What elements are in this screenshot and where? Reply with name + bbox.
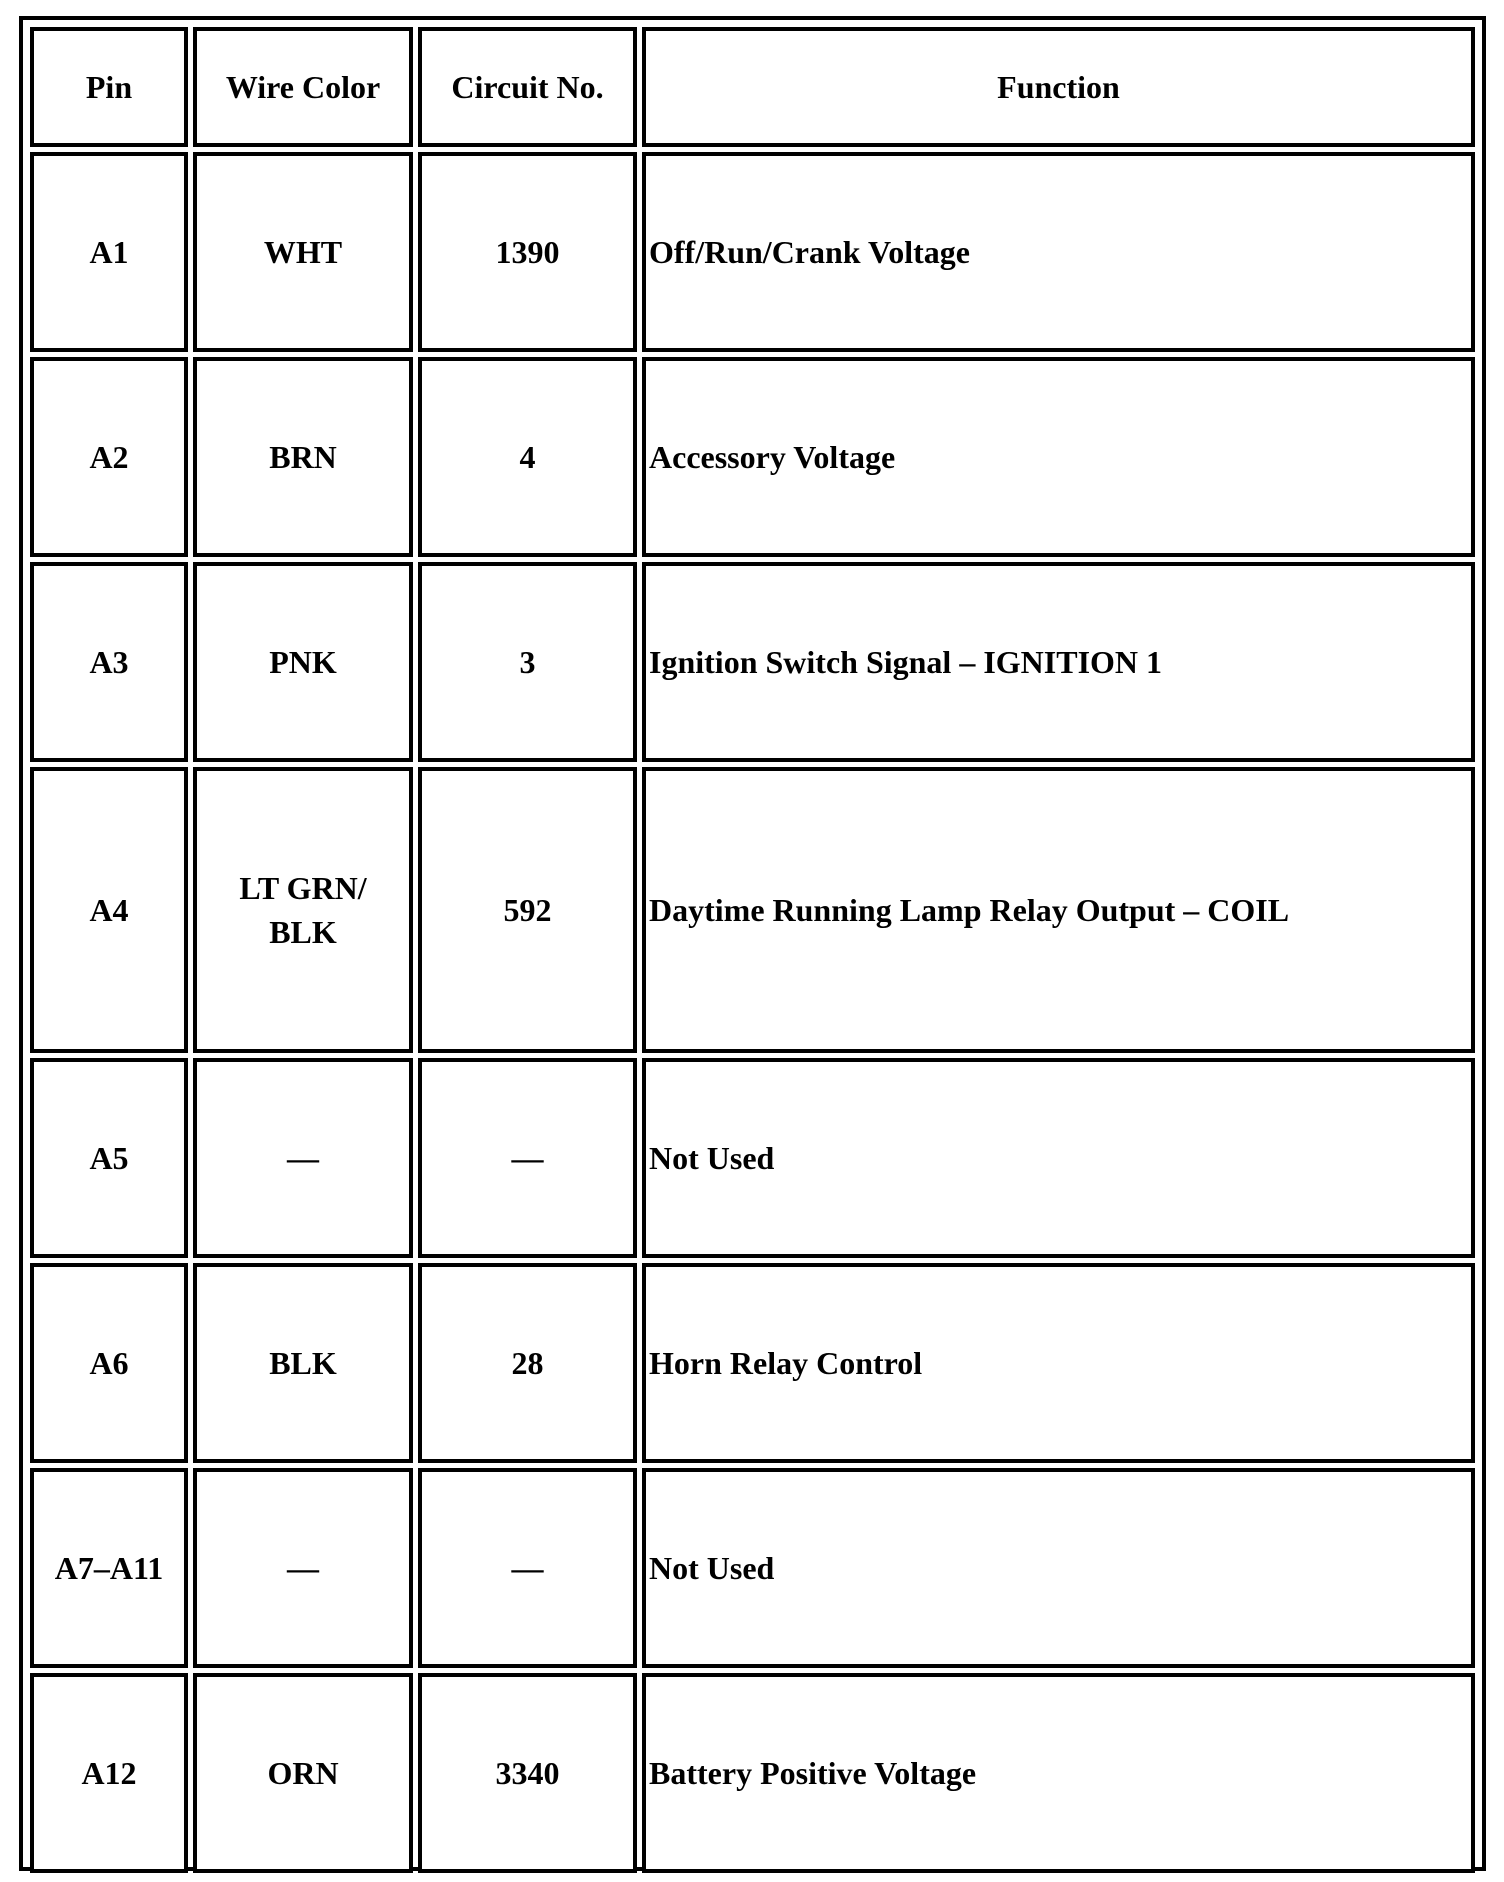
circuit-cell: — (418, 1058, 637, 1258)
table-row (30, 562, 1475, 762)
table-frame (19, 16, 1486, 1871)
function-cell: Ignition Switch Signal – IGNITION 1 (642, 562, 1475, 762)
function-cell: Daytime Running Lamp Relay Output – COIL (642, 767, 1475, 1053)
wire-color-cell: — (193, 1058, 413, 1258)
wire-color-line-1: LT GRN/ (239, 870, 367, 906)
circuit-cell: — (418, 1468, 637, 1668)
wire-color-line-2: BLK (269, 914, 337, 950)
table-row (30, 1673, 1475, 1873)
function-cell: Off/Run/Crank Voltage (642, 152, 1475, 352)
wire-color-cell: — (193, 1468, 413, 1668)
pin-cell: A2 (30, 357, 188, 557)
function-cell: Not Used (642, 1058, 1475, 1258)
function-cell: Horn Relay Control (642, 1263, 1475, 1463)
function-cell: Accessory Voltage (642, 357, 1475, 557)
table-header-row (30, 27, 1475, 147)
table-row (30, 1468, 1475, 1668)
table-row (30, 152, 1475, 352)
pin-cell: A7–A11 (30, 1468, 188, 1668)
pin-cell: A1 (30, 152, 188, 352)
wire-color-cell: PNK (193, 562, 413, 762)
table-row (30, 1263, 1475, 1463)
function-cell: Not Used (642, 1468, 1475, 1668)
circuit-cell: 3340 (418, 1673, 637, 1873)
table-row (30, 1058, 1475, 1258)
header-function: Function (642, 27, 1475, 147)
header-wire-color: Wire Color (193, 27, 413, 147)
circuit-cell: 3 (418, 562, 637, 762)
wire-color-cell (193, 767, 413, 1053)
header-circuit-no: Circuit No. (418, 27, 637, 147)
pin-cell: A3 (30, 562, 188, 762)
pin-table (25, 22, 1480, 1878)
wire-color-cell: BLK (193, 1263, 413, 1463)
pin-cell: A5 (30, 1058, 188, 1258)
wire-color-cell: ORN (193, 1673, 413, 1873)
wire-color-cell: WHT (193, 152, 413, 352)
pin-cell: A6 (30, 1263, 188, 1463)
pin-cell: A12 (30, 1673, 188, 1873)
wire-color-cell: BRN (193, 357, 413, 557)
table-row (30, 357, 1475, 557)
circuit-cell: 592 (418, 767, 637, 1053)
circuit-cell: 4 (418, 357, 637, 557)
function-cell: Battery Positive Voltage (642, 1673, 1475, 1873)
circuit-cell: 1390 (418, 152, 637, 352)
header-pin: Pin (30, 27, 188, 147)
circuit-cell: 28 (418, 1263, 637, 1463)
pin-cell: A4 (30, 767, 188, 1053)
table-row (30, 767, 1475, 1053)
